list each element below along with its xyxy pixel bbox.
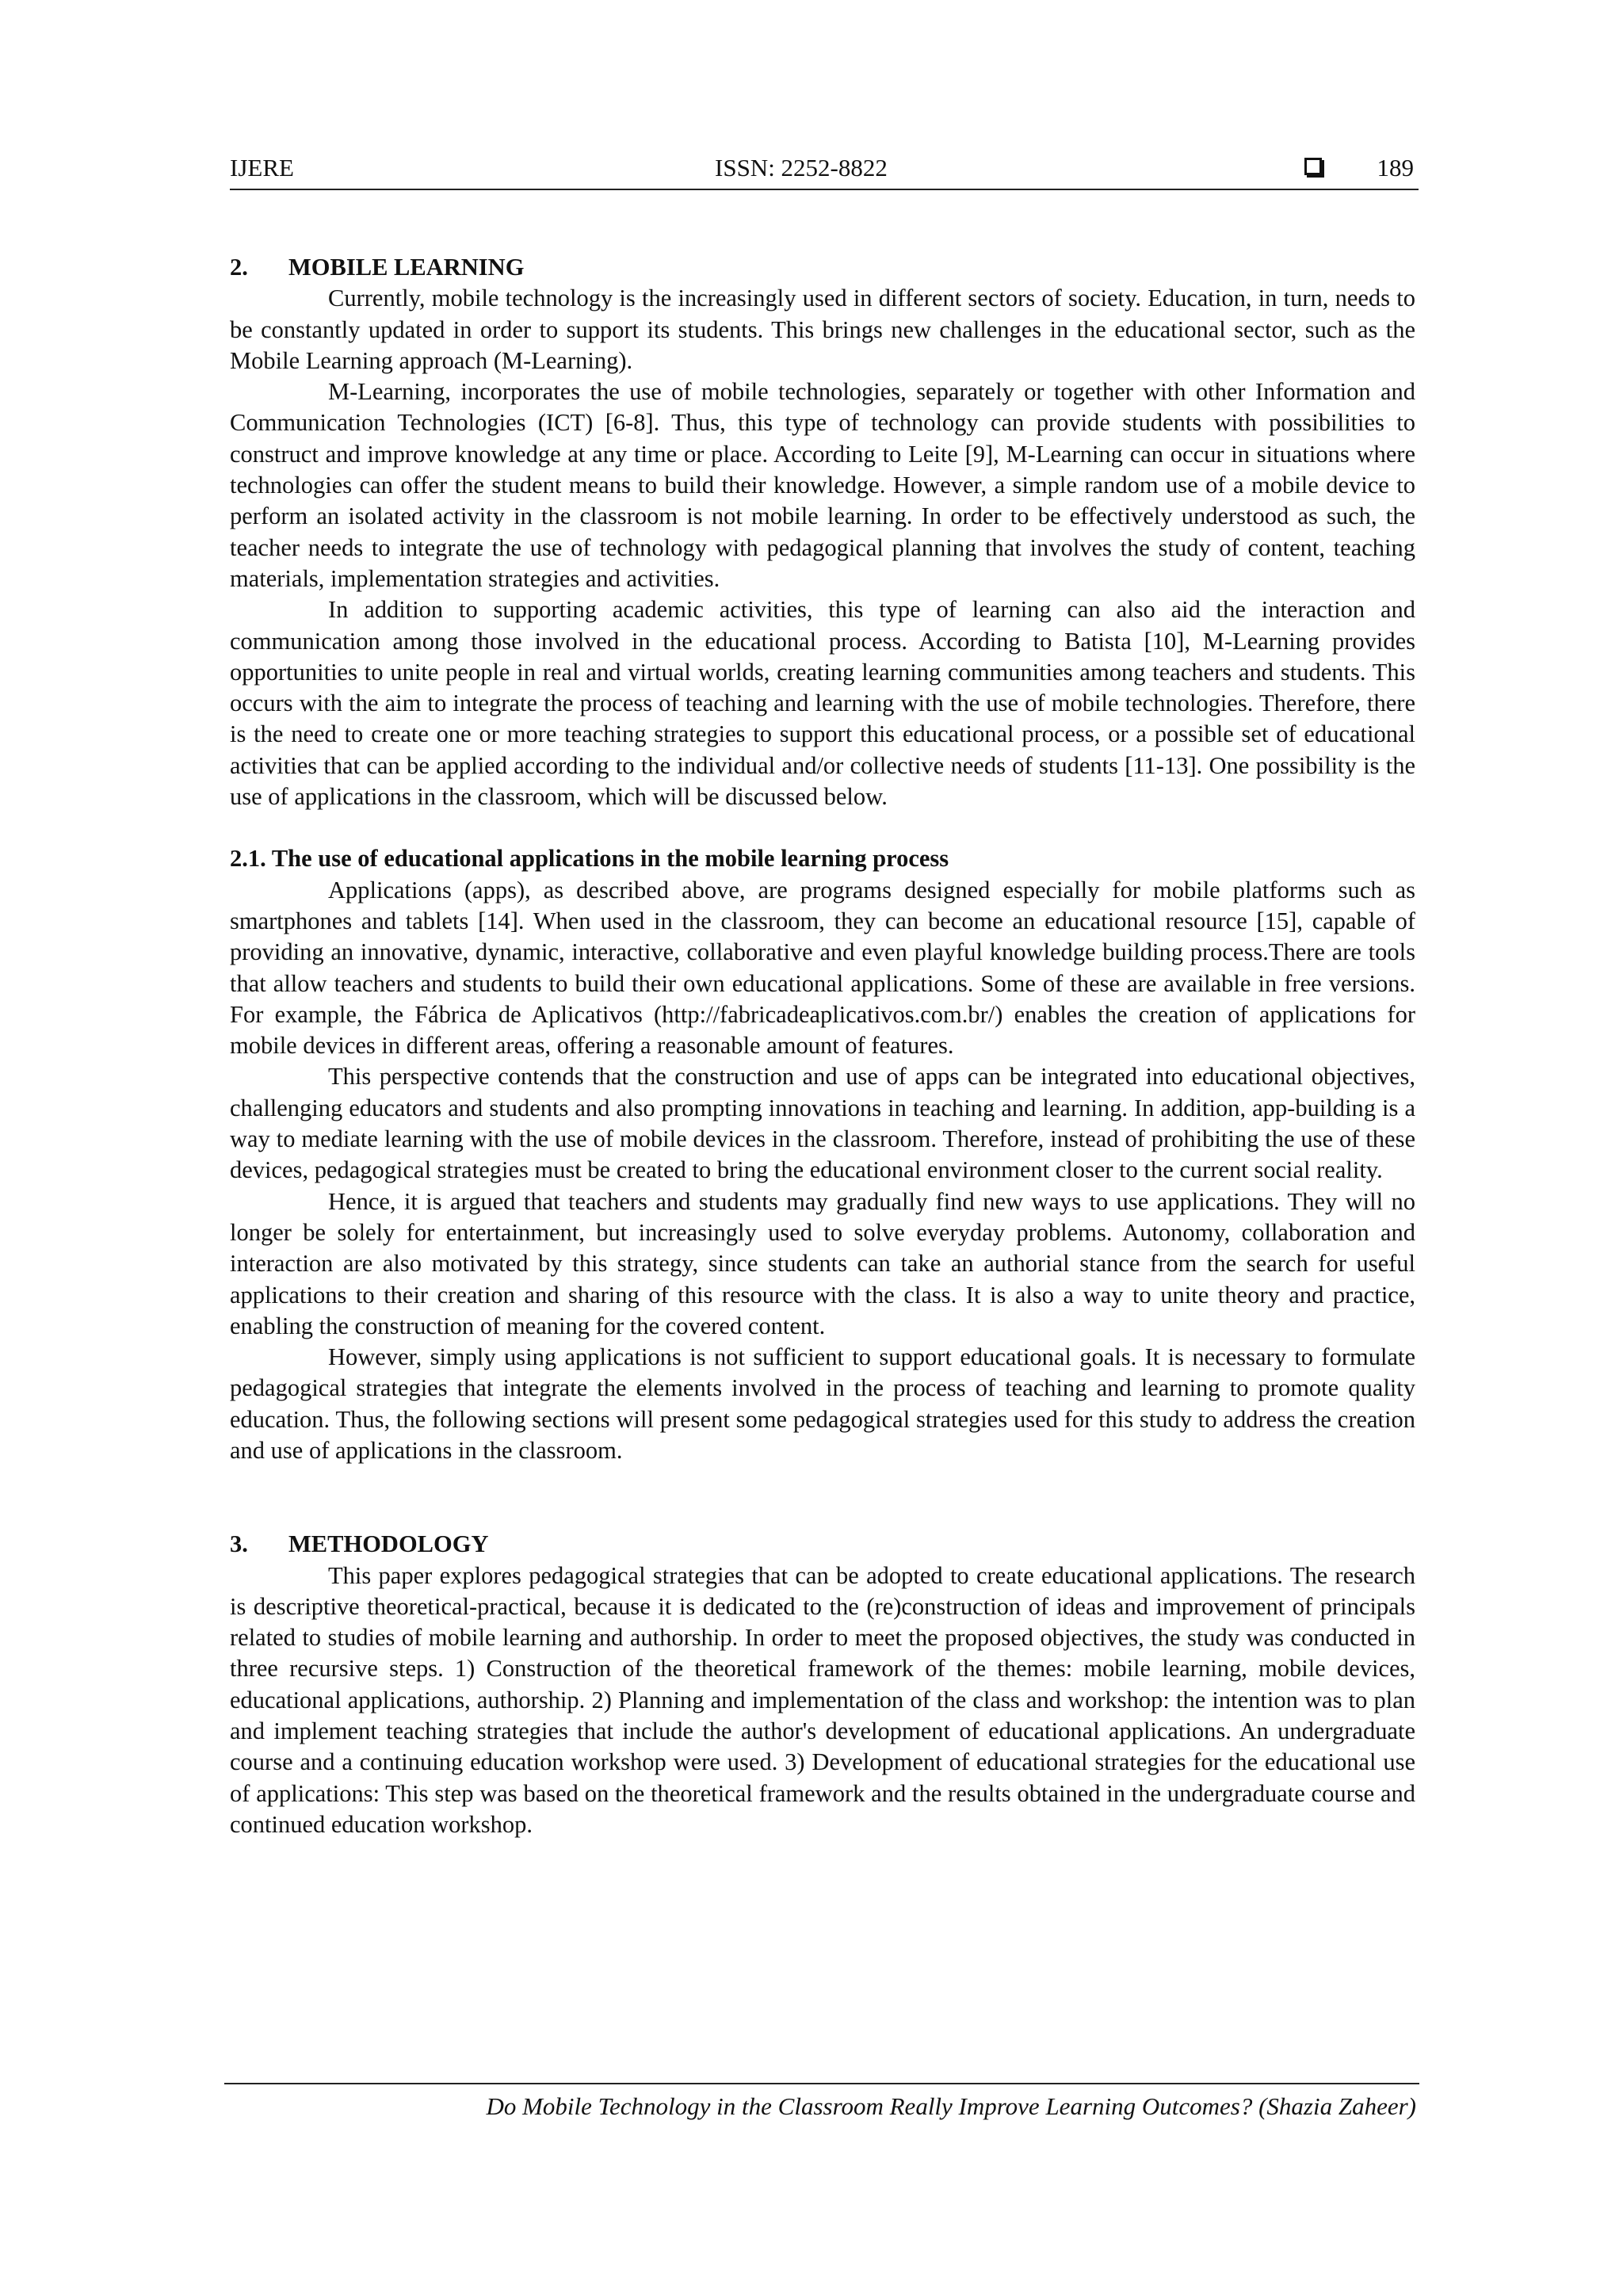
- section-title: MOBILE LEARNING: [288, 254, 525, 281]
- paragraph: In addition to supporting academic activities, this type of learning can also aid the interaction and communication among those involved in the educational process. According to Batista [10], M-Learning provides opportunities to unite people in real and virtual worlds, creating learning communities among teachers and students. This occurs with the aim to integrate the process of teaching and learning with the use of mobile technologies. Therefore, there is the need to create one or more teaching strategies to support this educational process, or a possible set of educational activities that can be applied according to the individual and/or collective needs of students [11-13]. One possibility is the use of applications in the classroom, which will be discussed below.: [230, 596, 1415, 811]
- footer-citation: Do Mobile Technology in the Classroom Really Improve Learning Outcomes? (Shazia Zaheer): [486, 2092, 1416, 2120]
- paragraph: However, simply using applications is not sufficient to support educational goals. It is necessary to formulate pedagogical strategies that integrate the elements involved in the process of teaching and learning to promote quality education. Thus, the following sections will present some pedagogical strategies used for this study to address the creation and use of applications in the classroom.: [230, 1343, 1415, 1464]
- section-number: 3.: [230, 1530, 248, 1558]
- page-number: 189: [1377, 154, 1414, 181]
- paragraph: This paper explores pedagogical strategies that can be adopted to create educational applications. The research is descriptive theoretical-practical, because it is dedicated to the (re)construction of ideas and improvement of principals related to studies of mobile learning and authorship. In order to meet the proposed objectives, the study was conducted in three recursive steps. 1) Construction of the theoretical framework of the themes: mobile learning, mobile devices, educational applications, authorship. 2) Planning and implementation of the class and workshop: the intention was to plan and implement teaching strategies that include the author's development of educational applications. An undergraduate course and a continuing education workshop were used. 3) Development of educational strategies for the educational use of applications: This step was based on the theoretical framework and the results obtained in the undergraduate course and continued education workshop.: [230, 1561, 1415, 1838]
- section-spacer: [230, 1466, 1415, 1529]
- article-body: [230, 252, 1415, 1840]
- subsection-heading-educational-applications: 2.1. The use of educational applications in the mobile learning process: [230, 845, 949, 873]
- section-title: METHODOLOGY: [288, 1530, 489, 1558]
- issn-label: ISSN: 2252-8822: [715, 154, 888, 181]
- paragraph: Applications (apps), as described above, are programs designed especially for mobile platforms such as smartphones and tablets [14]. When used in the classroom, they can become an educational resource [15], capable of providing an innovative, dynamic, interactive, collaborative and even playful knowledge building process.There are tools that allow teachers and students to build their own educational applications. Some of these are available in free versions. For example, the Fábrica de Aplicativos (http://fabricadeaplicativos.com.br/) enables the creation of applications for mobile devices in different areas, offering a reasonable amount of features.: [230, 876, 1415, 1060]
- page-footer: [224, 2083, 1419, 2122]
- paragraph: Hence, it is argued that teachers and students may gradually find new ways to use applications. They will no longer be solely for entertainment, but increasingly used to solve everyday problems. Autonomy, collaboration and interaction are also motivated by this strategy, since students can take an authorial stance from the search for useful applications to their creation and sharing of this resource with the class. It is also a way to unite theory and practice, enabling the construction of meaning for the covered content.: [230, 1187, 1415, 1339]
- journal-name: IJERE: [230, 154, 294, 181]
- paragraph: Currently, mobile technology is the increasingly used in different sectors of society. Education, in turn, needs to be constantly updated in order to support its students. This brings new challenges in the educational sector, such as the Mobile Learning approach (M-Learning).: [230, 285, 1415, 374]
- paragraph: M-Learning, incorporates the use of mobile technologies, separately or together with other Information and Communication Technologies (ICT) [6-8]. Thus, this type of technology can provide students with possibilities to construct and improve knowledge at any time or place. According to Leite [9], M-Learning can occur in situations where technologies can offer the student means to build their knowledge. However, a simple random use of a mobile device to perform an isolated activity in the classroom is not mobile learning. In order to be effectively understood as such, the teacher needs to integrate the use of technology with pedagogical planning that involves the study of content, teaching materials, implementation strategies and activities.: [230, 378, 1415, 592]
- section-heading-methodology: [230, 1529, 1415, 1560]
- section-number: 2.: [230, 254, 248, 281]
- page-header: [230, 154, 1419, 190]
- section-heading-mobile-learning: [230, 252, 1415, 283]
- checkbox-square-icon: [1304, 158, 1322, 175]
- paragraph: This perspective contends that the construction and use of apps can be integrated into educational objectives, challenging educators and students and also prompting innovations in teaching and learning. In addition, app-building is a way to mediate learning with the use of mobile devices in the classroom. Therefore, instead of prohibiting the use of these devices, pedagogical strategies must be created to bring the educational environment closer to the current social reality.: [230, 1063, 1415, 1184]
